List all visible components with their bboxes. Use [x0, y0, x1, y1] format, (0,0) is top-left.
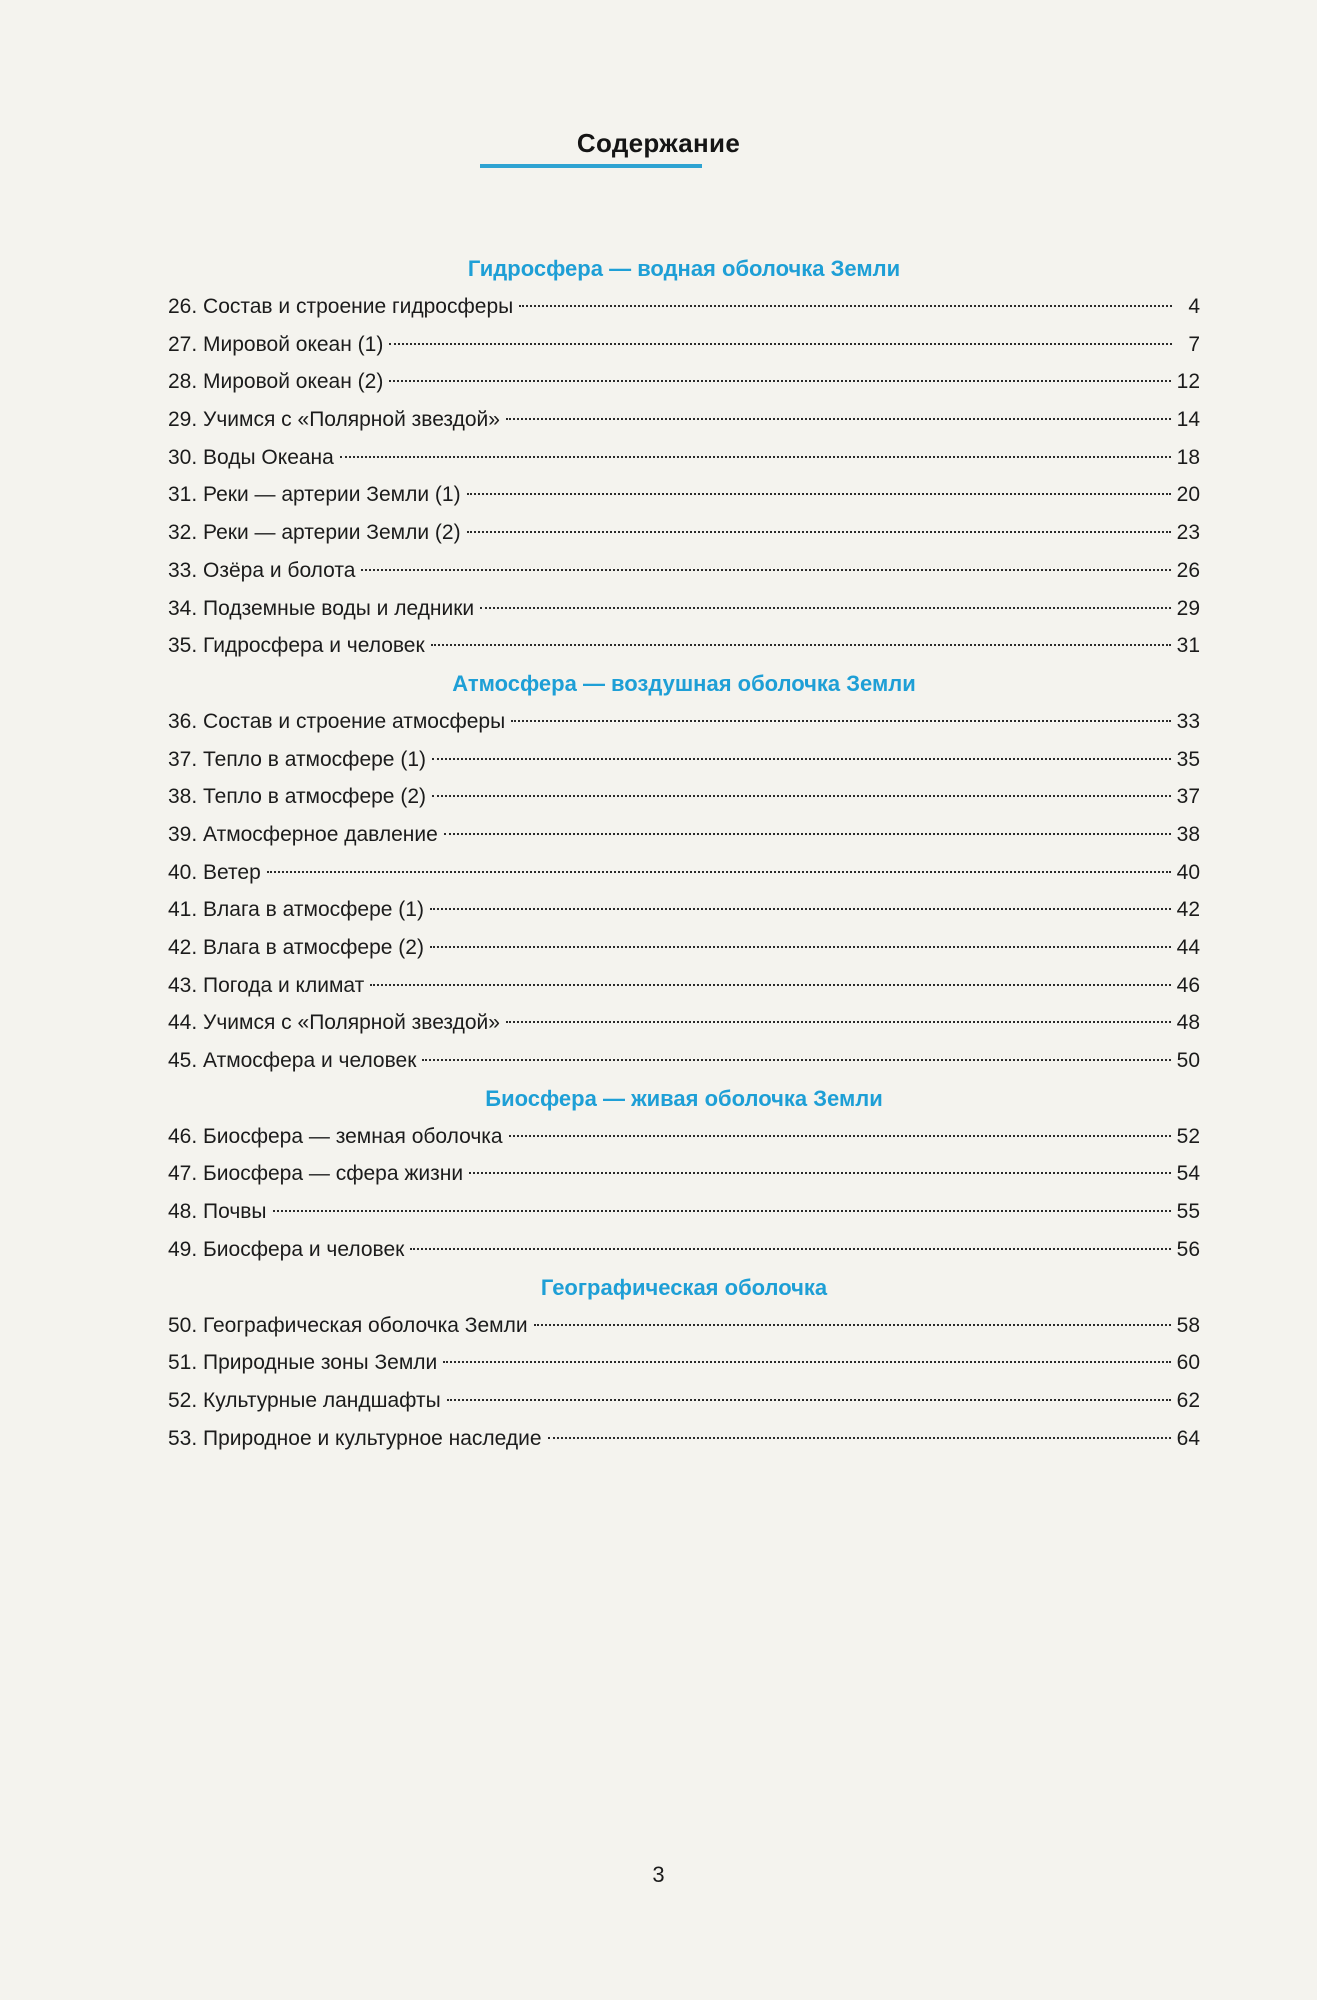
toc-entry[interactable]: [168, 1155, 1200, 1193]
toc-entry-page: 12: [1176, 370, 1200, 394]
toc-entry-page: 37: [1176, 785, 1200, 809]
dot-leader: [432, 758, 1171, 760]
toc-entry-page: 38: [1176, 822, 1200, 846]
page-title: Содержание: [576, 128, 741, 158]
toc-entry[interactable]: [168, 1042, 1200, 1080]
toc-entry-label: 46. Биосфера — земная оболочка: [168, 1124, 503, 1148]
toc-entry-page: 56: [1176, 1237, 1200, 1261]
toc-entry-page: 48: [1176, 1011, 1200, 1035]
toc-entry[interactable]: [168, 363, 1200, 401]
dot-leader: [410, 1248, 1170, 1250]
dot-leader: [469, 1172, 1171, 1174]
toc-entry[interactable]: [168, 1382, 1200, 1420]
toc-entry-page: 60: [1176, 1351, 1200, 1375]
toc-entry-page: 50: [1176, 1049, 1200, 1073]
toc-entry-label: 39. Атмосферное давление: [168, 822, 438, 846]
toc-entry-label: 51. Природные зоны Земли: [168, 1351, 438, 1375]
dot-leader: [506, 418, 1171, 420]
dot-leader: [361, 569, 1170, 571]
toc-entry-page: 29: [1176, 596, 1200, 620]
toc-entry-label: 33. Озёра и болота: [168, 558, 356, 582]
dot-leader: [430, 908, 1171, 910]
dot-leader: [506, 1021, 1171, 1023]
toc-entry[interactable]: [168, 590, 1200, 628]
dot-leader: [389, 380, 1170, 382]
toc-entry-label: 52. Культурные ландшафты: [168, 1388, 441, 1412]
toc-entry-page: 55: [1176, 1200, 1200, 1224]
toc-entry-label: 42. Влага в атмосфере (2): [168, 936, 424, 959]
toc-entry[interactable]: [168, 1344, 1200, 1382]
toc-entry[interactable]: [168, 514, 1200, 552]
toc-entry-label: 38. Тепло в атмосфере (2): [168, 785, 426, 809]
toc-entry[interactable]: [168, 967, 1200, 1005]
toc-entry[interactable]: [168, 1420, 1200, 1458]
toc-entry[interactable]: [168, 703, 1200, 741]
dot-leader: [467, 493, 1171, 495]
toc-entry[interactable]: [168, 929, 1200, 967]
section-heading: Гидросфера — водная оболочка Земли: [467, 256, 901, 281]
toc-entry[interactable]: [168, 1004, 1200, 1042]
toc-entry-label: 43. Погода и климат: [168, 973, 365, 997]
toc-entry[interactable]: [168, 816, 1200, 854]
toc-entry-label: 48. Почвы: [168, 1200, 267, 1224]
toc-entry-page: 64: [1176, 1426, 1200, 1450]
toc-entry-page: 18: [1176, 445, 1200, 469]
toc-entry-label: 40. Ветер: [168, 860, 261, 884]
toc-entry-label: 34. Подземные воды и ледники: [168, 596, 475, 620]
toc-entry-label: 27. Мировой океан (1): [168, 332, 384, 356]
dot-leader: [431, 644, 1171, 646]
toc-entry-page: 54: [1176, 1162, 1200, 1186]
toc-entry-label: 44. Учимся с «Полярной звездой»: [168, 1011, 500, 1035]
dot-leader: [443, 1361, 1170, 1363]
toc-entry-page: 62: [1176, 1388, 1200, 1412]
dot-leader: [273, 1210, 1171, 1212]
toc-entry[interactable]: [168, 1231, 1200, 1269]
toc-entry-page: 4: [1188, 295, 1200, 318]
toc-entry[interactable]: [168, 891, 1200, 929]
toc-entry-page: 58: [1176, 1313, 1200, 1337]
dot-leader: [447, 1399, 1171, 1401]
dot-leader: [422, 1059, 1170, 1061]
title-underline: [480, 164, 702, 168]
toc-entry-page: 46: [1176, 973, 1200, 997]
toc-entry-page: 42: [1176, 898, 1200, 922]
dot-leader: [509, 1135, 1171, 1137]
toc-entry-label: 47. Биосфера — сфера жизни: [168, 1162, 464, 1186]
toc-entry-label: 26. Состав и строение гидросферы: [168, 295, 514, 318]
dot-leader: [534, 1324, 1171, 1326]
toc-entry[interactable]: [168, 627, 1200, 665]
toc-entry-page: 20: [1176, 483, 1200, 507]
toc-entry-page: 35: [1176, 747, 1200, 771]
dot-leader: [467, 531, 1171, 533]
toc-entry[interactable]: [168, 439, 1200, 477]
dot-leader: [370, 984, 1170, 986]
page-number: 3: [652, 1862, 665, 1887]
toc-entry[interactable]: [168, 552, 1200, 590]
toc-entry-label: 29. Учимся с «Полярной звездой»: [168, 408, 500, 432]
dot-leader: [548, 1437, 1171, 1439]
dot-leader: [340, 456, 1171, 458]
toc-entry-label: 28. Мировой океан (2): [168, 370, 384, 394]
dot-leader: [389, 343, 1172, 345]
section-heading: Биосфера — живая оболочка Земли: [485, 1085, 883, 1111]
section-heading: Географическая оболочка: [540, 1274, 828, 1300]
toc-entry-page: 33: [1176, 709, 1200, 733]
toc-entry-label: 41. Влага в атмосфере (1): [168, 898, 424, 922]
toc-entry-page: 40: [1176, 860, 1200, 884]
dot-leader: [432, 795, 1171, 797]
toc-entry[interactable]: [168, 741, 1200, 779]
toc-entry-page: 23: [1176, 521, 1200, 545]
dot-leader: [511, 720, 1170, 722]
toc-entry-page: 26: [1176, 558, 1200, 582]
toc-entry[interactable]: [168, 1193, 1200, 1231]
toc-entry[interactable]: [168, 778, 1200, 816]
section-heading: Атмосфера — воздушная оболочка Земли: [452, 670, 916, 696]
toc-entry-label: 45. Атмосфера и человек: [168, 1049, 417, 1073]
dot-leader: [519, 305, 1172, 307]
toc-entry-label: 35. Гидросфера и человек: [168, 634, 425, 658]
toc-entry[interactable]: [168, 326, 1200, 364]
toc-entry[interactable]: [168, 401, 1200, 439]
toc-entry-label: 50. Географическая оболочка Земли: [168, 1313, 528, 1337]
toc-entry[interactable]: [168, 854, 1200, 892]
toc-entry[interactable]: [168, 1307, 1200, 1345]
title-wrap: [0, 128, 1317, 159]
toc-entry-page: 7: [1188, 332, 1200, 356]
toc-entry-page: 52: [1176, 1124, 1200, 1148]
toc-entry-page: 44: [1176, 936, 1200, 959]
toc-entry[interactable]: [168, 1118, 1200, 1156]
dot-leader: [430, 946, 1171, 948]
toc-entry-label: 37. Тепло в атмосфере (1): [168, 747, 426, 771]
toc-entry[interactable]: [168, 288, 1200, 326]
toc-entry-label: 31. Реки — артерии Земли (1): [168, 483, 461, 507]
table-of-contents: [168, 250, 1200, 1457]
dot-leader: [480, 607, 1170, 609]
dot-leader: [444, 833, 1171, 835]
toc-entry-label: 32. Реки — артерии Земли (2): [168, 521, 461, 545]
toc-entry-label: 30. Воды Океана: [168, 445, 334, 469]
toc-entry-label: 53. Природное и культурное наследие: [168, 1426, 542, 1450]
dot-leader: [267, 871, 1171, 873]
toc-entry-label: 36. Состав и строение атмосферы: [168, 709, 506, 733]
toc-entry[interactable]: [168, 476, 1200, 514]
toc-entry-label: 49. Биосфера и человек: [168, 1237, 405, 1261]
toc-entry-page: 31: [1176, 634, 1200, 658]
toc-entry-page: 14: [1176, 408, 1200, 432]
